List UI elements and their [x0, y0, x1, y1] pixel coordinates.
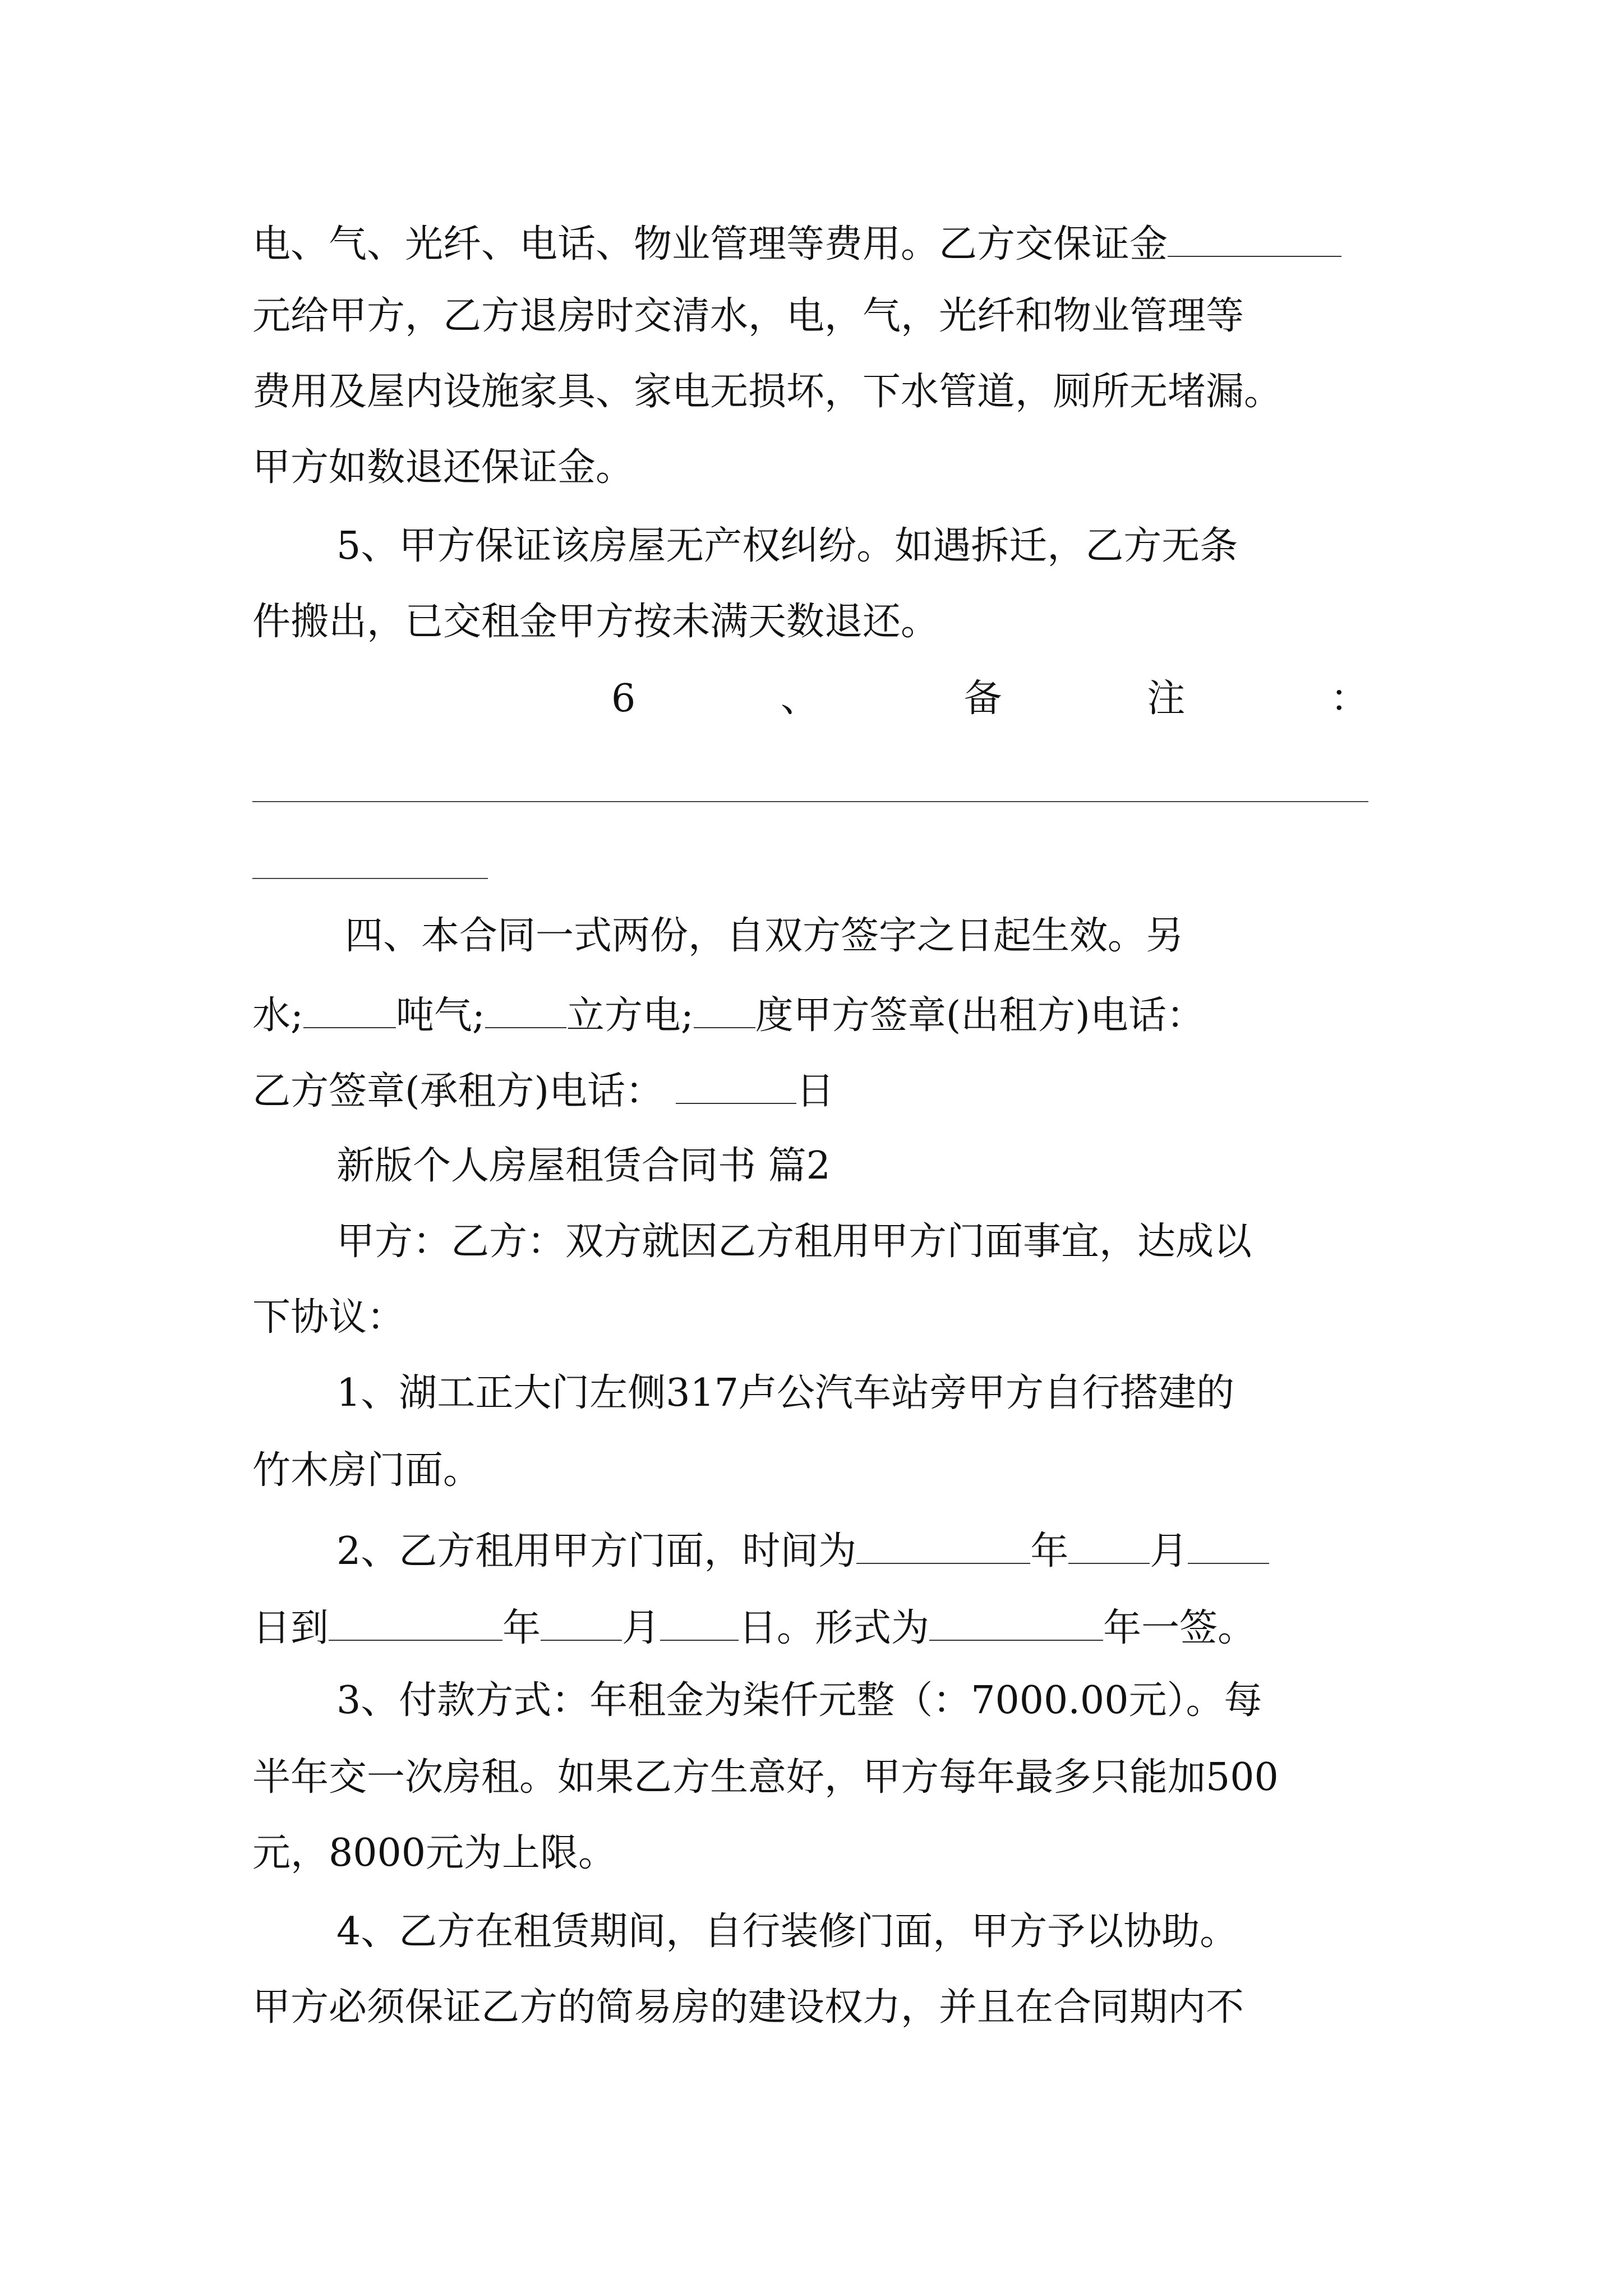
paragraph-line: 费用及屋内设施家具、家电无损坏，下水管道，厕所无堵漏。 — [252, 370, 1283, 414]
remark-heading: 6 、 备 注 ： — [611, 677, 1368, 721]
fill-blank — [694, 993, 755, 1028]
remark-rule — [252, 801, 1368, 802]
fill-blank — [660, 1605, 739, 1641]
paragraph-line: 四、本合同一式两份，自双方签字之日起生效。另 — [345, 914, 1184, 958]
paragraph-line: 3、付款方式：年租金为柒仟元整（：7000.00元）。每 — [336, 1678, 1262, 1723]
paragraph-line: 2、乙方租用甲方门面，时间为 年 月 — [336, 1529, 1269, 1571]
paragraph-line: 竹木房门面。 — [252, 1448, 482, 1493]
paragraph-line: 乙方签章(承租方)电话： 日 — [252, 1069, 834, 1114]
fill-blank — [856, 1529, 1030, 1564]
remark-rule-short — [252, 878, 488, 879]
paragraph-line: 元给甲方，乙方退房时交清水，电，气，光纤和物业管理等 — [252, 294, 1244, 338]
paragraph-line: 电、气、光纤、电话、物业管理等费用。乙方交保证金 — [252, 222, 1341, 264]
paragraph-line: 甲方必须保证乙方的简易房的建设权力，并且在合同期内不 — [252, 1985, 1244, 2030]
paragraph-line: 1、湖工正大门左侧317卢公汽车站旁甲方自行搭建的 — [336, 1371, 1235, 1415]
fill-blank — [329, 1605, 502, 1641]
paragraph-line: 甲方：乙方：双方就因乙方租用甲方门面事宜，达成以 — [336, 1220, 1252, 1264]
fill-blank — [676, 1069, 796, 1104]
section-title: 新版个人房屋租赁合同书 篇2 — [336, 1144, 831, 1188]
paragraph-line: 甲方如数退还保证金。 — [252, 445, 634, 490]
fill-blank — [1188, 1529, 1269, 1564]
fill-blank — [1068, 1529, 1150, 1564]
fill-blank — [541, 1605, 622, 1641]
fill-blank — [1168, 222, 1341, 257]
paragraph-line: 日到 年 月 日。形式为 年一签。 — [252, 1606, 1256, 1651]
paragraph-line: 5、甲方保证该房屋无产权纠纷。如遇拆迁，乙方无条 — [336, 524, 1238, 568]
paragraph-line: 水; 吨气; 立方电; 度甲方签章(出租方)电话： — [252, 993, 1205, 1038]
paragraph-line: 元，8000元为上限。 — [252, 1831, 617, 1875]
fill-blank — [485, 993, 566, 1028]
paragraph-line: 半年交一次房租。如果乙方生意好，甲方每年最多只能加500 — [252, 1755, 1279, 1800]
paragraph-line: 下协议： — [252, 1295, 405, 1340]
paragraph-line: 件搬出，已交租金甲方按未满天数退还。 — [252, 600, 939, 644]
paragraph-line: 4、乙方在租赁期间，自行装修门面，甲方予以协助。 — [336, 1910, 1238, 1954]
fill-blank — [929, 1605, 1103, 1641]
fill-blank — [303, 993, 396, 1028]
